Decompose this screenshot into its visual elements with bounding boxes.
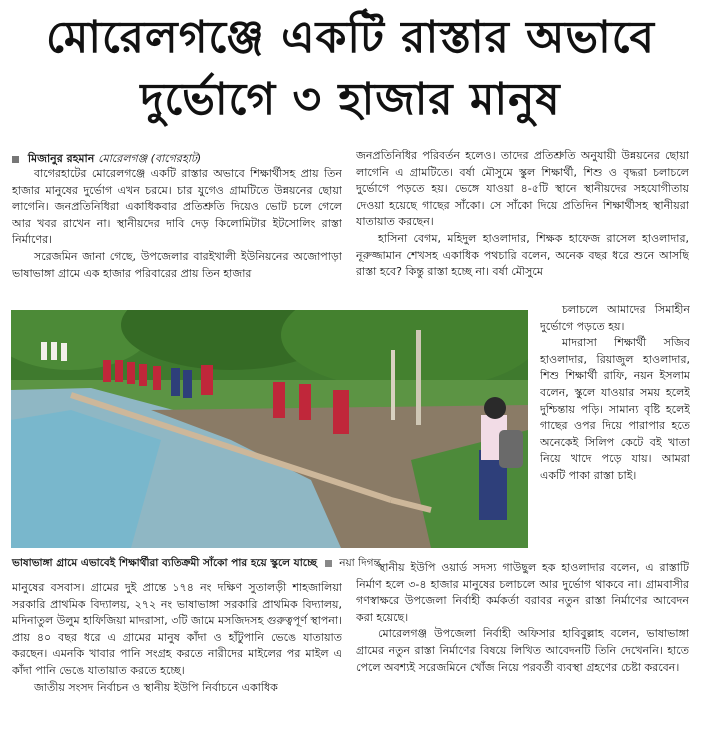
- article-paragraph: সরেজমিন জানা গেছে, উপজেলার বারইখালী ইউনিয়নের অজোপাড়া ভাষাভাঙ্গা গ্রামে এক হাজার পরিবারের প্রায় তিন হাজার: [12, 249, 342, 280]
- caption-text: ভাষাভাঙ্গা গ্রামে এভাবেই শিক্ষার্থীরা ব্যতিক্রমী সাঁকো পার হয়ে স্কুলে যাচ্ছে: [12, 557, 317, 569]
- photo-illustration: [11, 310, 528, 548]
- byline-author: মিজানুর রহমান: [27, 152, 95, 165]
- article-column-right-mid: [540, 302, 690, 557]
- caption-source: নয়া দিগন্ত: [339, 557, 381, 569]
- article-paragraph: মানুষের বসবাস। গ্রামের দুই প্রান্তে ১৭৪ নং দক্ষিণ সুতালড়ী শাহজালিয়া সরকারি প্রাথমিক বিদ্যালয়, ২৭২ নং ভাষাভাঙ্গা সরকারি প্রাথমিক বিদ্যালয়, মদিনাতুল উলুম হাফিজিয়া মাদরাসা, ৩টি জামে মসজিদসহ গুরুত্বপূর্ণ স্থাপনা। প্রায় ৪০ বছর ধরে এ গ্রামের মানুষ কাঁদা ও হাঁটুপানি ভেঙে যাতায়াত করছেন। এমনকি খাবার পানি সংগ্রহ করতে নারীদের মাইলের পর মাইল এ কাঁদা পানি ভেঙে যাতায়াত করতে হচ্ছে।: [12, 581, 342, 677]
- headline-line-1: মোরেলগঞ্জে একটি রাস্তার অভাবে: [46, 12, 655, 63]
- news-photo: [11, 310, 528, 548]
- article-paragraph: মাদরাসা শিক্ষার্থী সজিব হাওলাদার, রিয়াজুল হাওলাদার, শিশু শিক্ষার্থী রাফি, নয়ন ইসলাম বলেন, স্কুলে যাওয়ার সময় হলেই দুশ্চিন্তায় পড়ি। সামান্য বৃষ্টি হলেই গাছের ওপর দিয়ে পারাপার হতে অনেকেই সিলিপ কেটে বই খাতা নিয়ে খাদে পড়ে যায়। আমরা একটি পাকা রাস্তা চাই।: [540, 336, 690, 482]
- article-paragraph: স্থানীয় ইউপি ওয়ার্ড সদস্য গাউছুল হক হাওলাদার বলেন, এ রাস্তাটি নির্মাণ হলে ৩-৪ হাজার মানুষের চলাচলে আর দুর্ভোগ থাকবে না। গ্রামবাসীর গণস্বাক্ষরে উপজেলা নির্বাহী কর্মকর্তা বরাবর নতুন রাস্তা নির্মাণের আবেদন করা হয়েছে।: [356, 561, 689, 624]
- square-bullet-icon: [325, 560, 332, 567]
- article-paragraph: বাগেরহাটের মোরেলগঞ্জে একটি রাস্তার অভাবে শিক্ষার্থীসহ প্রায় তিন হাজার মানুষের দুর্ভোগ এখন চরমে। চার যুগেও গ্রামটিতে উন্নয়নের ছোয়া লাগেনি। জনপ্রতিনিধিরা একাধিকবার প্রতিশ্রুতি দিয়েও ভোট চলে গেলে আর খবর রাখেন না। স্থানীয়দের দাবি দেড় কিলোমিটার ইটসোলিং রাস্তা নির্মাণের।: [12, 167, 342, 247]
- bullet-icon: [12, 156, 19, 163]
- article-column-left-top: [12, 166, 342, 304]
- article-column-left-bottom: [12, 580, 342, 745]
- article-paragraph: হাসিনা বেগম, মহিদুল হাওলাদার, শিক্ষক হাফেজ রাসেল হাওলাদার, নূরুজ্জামান শেখসহ একাধিক পথচারি বলেন, অনেক বছর ধরে শুনে আসছি রাস্তা হবে? কিন্তু রাস্তা হচ্ছে না। বর্ষা মৌসুমে: [356, 231, 689, 279]
- article-column-right-top: [356, 148, 689, 304]
- article-paragraph: জাতীয় সংসদ নির্বাচন ও স্থানীয় ইউপি নির্বাচনে একাধিক: [34, 680, 278, 694]
- article-paragraph: জনপ্রতিনিধির পরিবর্তন হলেও। তাদের প্রতিশ্রুতি অনুযায়ী উন্নয়নের ছোয়া লাগেনি এ গ্রামটিতে। বর্ষা মৌসুমে স্কুল শিক্ষার্থী, শিশু ও বৃদ্ধরা চলাচলে দুর্ভোগে পড়তে হয়। ভেঙ্গে যাওয়া ৪-৫টি স্থানে স্থানীয়দের সহযোগীতায় দেওয়া হয়েছে গাছের সাঁকো। সে সাঁকো দিয়ে প্রতিদিন শিক্ষার্থীসহ স্থানীয়রা যাতায়াত করছেন।: [356, 149, 689, 229]
- article-paragraph: চলাচলে আমাদের সিমাহীন দুর্ভোগে পড়তে হয়।: [540, 303, 690, 333]
- article-column-right-bottom: [356, 560, 689, 745]
- headline-line-2: দুর্ভোগে ৩ হাজার মানুষ: [140, 74, 561, 125]
- byline-location: মোরেলগঞ্জ (বাগেরহাট): [98, 152, 202, 165]
- article-paragraph: মোরেলগঞ্জ উপজেলা নির্বাহী অফিসার হাবিবুল্লাহ বলেন, ভাষাভাঙ্গা গ্রামের নতুন রাস্তা নির্মাণের বিষয়ে লিখিত আবেদনটি তিনি দেখেননি। হাতে পেলে অবশ্যই সরেজমিনে খোঁজ নিয়ে পরবর্তী ব্যবস্থা গ্রহণের চেষ্টা করবেন।: [356, 627, 689, 674]
